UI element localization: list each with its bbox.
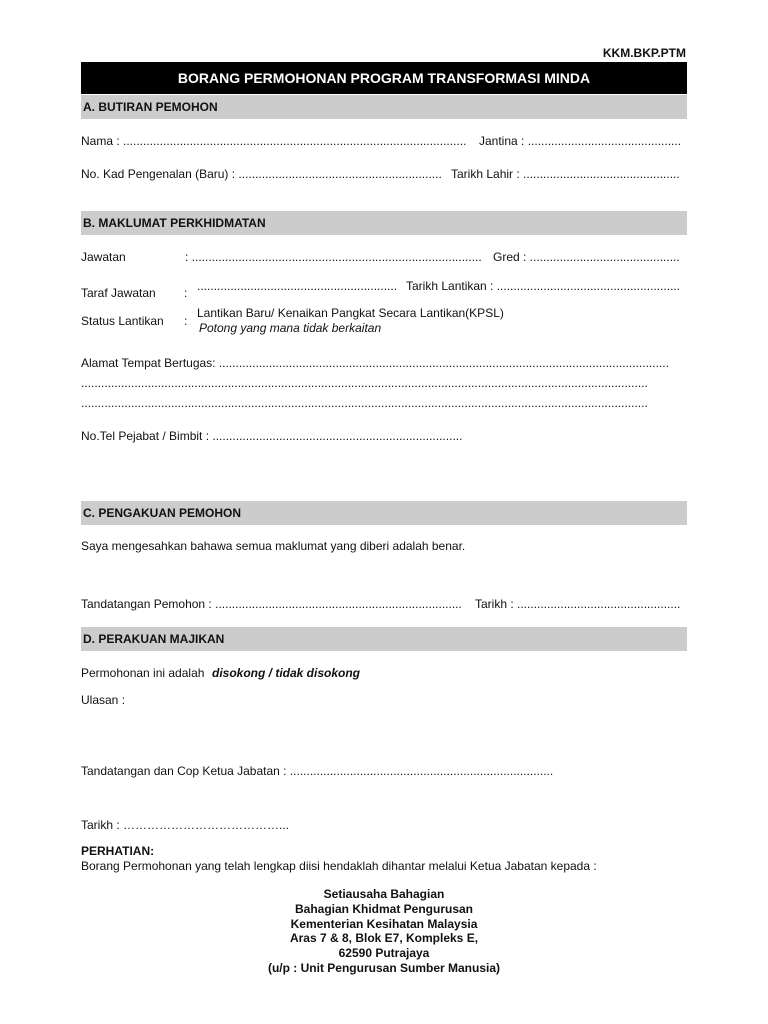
section-a-heading: A. BUTIRAN PEMOHON (81, 95, 687, 119)
alamat-line-3[interactable]: .......................................................................................................................................................................... (81, 396, 648, 410)
tarikh-lahir-field[interactable]: Tarikh Lahir : ............................................... (451, 167, 680, 181)
employer-date-field[interactable]: Tarikh : …………………………………... (81, 818, 290, 832)
applicant-signature-field[interactable]: Tandatangan Pemohon : .......................................................................... (81, 597, 462, 611)
gred-field[interactable]: Gred : ............................................. (493, 250, 680, 264)
submission-address (0, 887, 768, 976)
declaration-statement: Saya mengesahkan bahawa semua maklumat yang diberi adalah benar. (81, 539, 466, 553)
ic-number-field[interactable]: No. Kad Pengenalan (Baru) : ............................................................. (81, 167, 442, 181)
support-options[interactable]: disokong / tidak disokong (212, 666, 361, 680)
form-title: BORANG PERMOHONAN PROGRAM TRANSFORMASI MINDA (81, 62, 687, 94)
status-lantikan-note: Potong yang mana tidak berkaitan (199, 321, 382, 335)
status-lantikan-colon: : (184, 314, 188, 328)
alamat-line-2[interactable]: .......................................................................................................................................................................... (81, 376, 648, 390)
address-line: Bahagian Khidmat Pengurusan (294, 901, 474, 916)
status-lantikan-label: Status Lantikan (81, 314, 164, 328)
taraf-jawatan-label: Taraf Jawatan (81, 286, 156, 300)
status-lantikan-option[interactable]: Lantikan Baru/ Kenaikan Pangkat Secara Lantikan(KPSL) (197, 306, 504, 320)
head-signature-stamp-field[interactable]: Tandatangan dan Cop Ketua Jabatan : ............................................................................... (81, 764, 554, 778)
taraf-jawatan-colon: : (184, 286, 188, 300)
address-line: Kementerian Kesihatan Malaysia (290, 916, 478, 931)
form-reference-code: KKM.BKP.PTM (602, 46, 686, 60)
address-line: Setiausaha Bahagian (323, 887, 445, 901)
section-d-heading: D. PERAKUAN MAJIKAN (81, 627, 687, 651)
jawatan-field[interactable]: : ....................................................................................... (185, 250, 482, 264)
notice-text: Borang Permohonan yang telah lengkap diisi hendaklah dihantar melalui Ketua Jabatan kepada : (81, 859, 597, 873)
address-line: 62590 Putrajaya (338, 946, 430, 961)
tarikh-lantikan-field[interactable]: Tarikh Lantikan : ....................................................... (406, 279, 681, 293)
section-b-heading: B. MAKLUMAT PERKHIDMATAN (81, 211, 687, 235)
nama-field[interactable]: Nama : ....................................................................................................... (81, 134, 467, 148)
alamat-field[interactable]: Alamat Tempat Bertugas: ....................................................................................................................................... (81, 356, 669, 370)
address-line: (u/p : Unit Pengurusan Sumber Manusia) (267, 960, 500, 975)
ulasan-field[interactable]: Ulasan : (81, 693, 126, 707)
section-c-heading: C. PENGAKUAN PEMOHON (81, 501, 687, 525)
jantina-field[interactable]: Jantina : .............................................. (479, 134, 682, 148)
tel-field[interactable]: No.Tel Pejabat / Bimbit : ........................................................................... (81, 429, 463, 443)
notice-heading: PERHATIAN: (81, 844, 155, 858)
permohonan-prefix: Permohonan ini adalah (81, 666, 205, 680)
jawatan-label: Jawatan (81, 250, 126, 264)
address-line: Aras 7 & 8, Blok E7, Kompleks E, (289, 931, 479, 946)
applicant-date-field[interactable]: Tarikh : ................................................. (475, 597, 681, 611)
taraf-jawatan-field[interactable]: ............................................................ (197, 279, 398, 293)
